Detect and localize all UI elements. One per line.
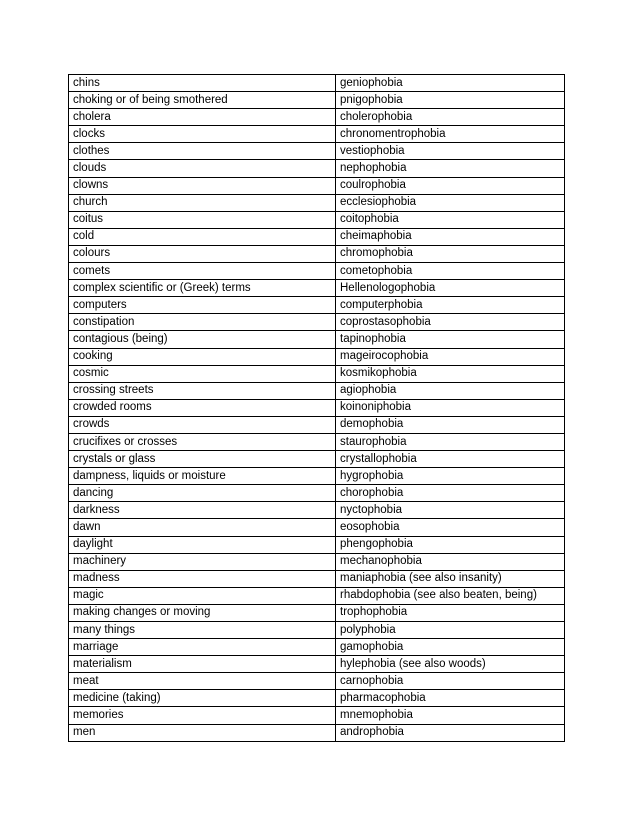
thing-cell: computers — [69, 297, 336, 314]
thing-cell: memories — [69, 707, 336, 724]
phobia-cell: chronomentrophobia — [336, 126, 565, 143]
table-row — [69, 126, 565, 143]
table-row — [69, 194, 565, 211]
table-row — [69, 297, 565, 314]
phobia-cell: Hellenologophobia — [336, 280, 565, 297]
thing-cell: cold — [69, 228, 336, 245]
table-row — [69, 399, 565, 416]
phobia-cell: hygrophobia — [336, 468, 565, 485]
thing-cell: contagious (being) — [69, 331, 336, 348]
phobia-cell: kosmikophobia — [336, 365, 565, 382]
thing-cell: crowds — [69, 416, 336, 433]
thing-cell: madness — [69, 570, 336, 587]
phobia-cell: nephophobia — [336, 160, 565, 177]
phobia-cell: cholerophobia — [336, 109, 565, 126]
table-row — [69, 314, 565, 331]
phobia-cell: polyphobia — [336, 622, 565, 639]
table-row — [69, 75, 565, 92]
phobia-cell: pharmacophobia — [336, 690, 565, 707]
phobia-cell: maniaphobia (see also insanity) — [336, 570, 565, 587]
thing-cell: coitus — [69, 211, 336, 228]
table-row — [69, 536, 565, 553]
thing-cell: chins — [69, 75, 336, 92]
table-row — [69, 433, 565, 450]
table-row — [69, 382, 565, 399]
table-row — [69, 553, 565, 570]
table-row — [69, 604, 565, 621]
table-row — [69, 348, 565, 365]
table-row — [69, 639, 565, 656]
table-row — [69, 228, 565, 245]
table-row — [69, 245, 565, 262]
thing-cell: dancing — [69, 485, 336, 502]
phobia-cell: mnemophobia — [336, 707, 565, 724]
phobia-cell: coulrophobia — [336, 177, 565, 194]
phobia-cell: tapinophobia — [336, 331, 565, 348]
thing-cell: crucifixes or crosses — [69, 433, 336, 450]
thing-cell: comets — [69, 263, 336, 280]
table-row — [69, 570, 565, 587]
phobia-cell: staurophobia — [336, 433, 565, 450]
phobia-cell: carnophobia — [336, 673, 565, 690]
thing-cell: dampness, liquids or moisture — [69, 468, 336, 485]
phobia-cell: crystallophobia — [336, 451, 565, 468]
table-row — [69, 707, 565, 724]
table-row — [69, 280, 565, 297]
phobia-cell: androphobia — [336, 724, 565, 741]
thing-cell: making changes or moving — [69, 604, 336, 621]
phobia-cell: phengophobia — [336, 536, 565, 553]
phobia-cell: computerphobia — [336, 297, 565, 314]
table-row — [69, 622, 565, 639]
table-row — [69, 263, 565, 280]
phobia-cell: coprostasophobia — [336, 314, 565, 331]
table-row — [69, 109, 565, 126]
table-row — [69, 724, 565, 741]
table-row — [69, 656, 565, 673]
thing-cell: choking or of being smothered — [69, 92, 336, 109]
thing-cell: clowns — [69, 177, 336, 194]
phobia-cell: pnigophobia — [336, 92, 565, 109]
phobia-table-body — [69, 75, 565, 742]
phobia-cell: gamophobia — [336, 639, 565, 656]
table-row — [69, 502, 565, 519]
phobia-cell: rhabdophobia (see also beaten, being) — [336, 587, 565, 604]
table-row — [69, 690, 565, 707]
phobia-cell: geniophobia — [336, 75, 565, 92]
phobia-cell: koinoniphobia — [336, 399, 565, 416]
thing-cell: dawn — [69, 519, 336, 536]
phobia-cell: mechanophobia — [336, 553, 565, 570]
table-row — [69, 587, 565, 604]
thing-cell: magic — [69, 587, 336, 604]
thing-cell: meat — [69, 673, 336, 690]
thing-cell: daylight — [69, 536, 336, 553]
thing-cell: many things — [69, 622, 336, 639]
phobia-cell: chorophobia — [336, 485, 565, 502]
phobia-cell: trophophobia — [336, 604, 565, 621]
thing-cell: crowded rooms — [69, 399, 336, 416]
table-row — [69, 673, 565, 690]
table-row — [69, 331, 565, 348]
phobia-cell: nyctophobia — [336, 502, 565, 519]
thing-cell: clouds — [69, 160, 336, 177]
thing-cell: crystals or glass — [69, 451, 336, 468]
thing-cell: clocks — [69, 126, 336, 143]
thing-cell: men — [69, 724, 336, 741]
phobia-cell: agiophobia — [336, 382, 565, 399]
phobia-table — [68, 74, 565, 742]
table-row — [69, 92, 565, 109]
table-row — [69, 468, 565, 485]
thing-cell: cosmic — [69, 365, 336, 382]
table-row — [69, 160, 565, 177]
thing-cell: cholera — [69, 109, 336, 126]
phobia-cell: ecclesiophobia — [336, 194, 565, 211]
table-row — [69, 177, 565, 194]
thing-cell: crossing streets — [69, 382, 336, 399]
thing-cell: materialism — [69, 656, 336, 673]
thing-cell: clothes — [69, 143, 336, 160]
table-row — [69, 416, 565, 433]
phobia-cell: hylephobia (see also woods) — [336, 656, 565, 673]
phobia-cell: eosophobia — [336, 519, 565, 536]
phobia-cell: chromophobia — [336, 245, 565, 262]
phobia-cell: cheimaphobia — [336, 228, 565, 245]
thing-cell: darkness — [69, 502, 336, 519]
thing-cell: colours — [69, 245, 336, 262]
thing-cell: constipation — [69, 314, 336, 331]
thing-cell: cooking — [69, 348, 336, 365]
phobia-cell: coitophobia — [336, 211, 565, 228]
phobia-cell: mageirocophobia — [336, 348, 565, 365]
table-row — [69, 485, 565, 502]
table-row — [69, 451, 565, 468]
phobia-cell: vestiophobia — [336, 143, 565, 160]
table-row — [69, 365, 565, 382]
table-row — [69, 211, 565, 228]
thing-cell: complex scientific or (Greek) terms — [69, 280, 336, 297]
thing-cell: machinery — [69, 553, 336, 570]
phobia-cell: cometophobia — [336, 263, 565, 280]
thing-cell: medicine (taking) — [69, 690, 336, 707]
thing-cell: marriage — [69, 639, 336, 656]
phobia-cell: demophobia — [336, 416, 565, 433]
table-row — [69, 143, 565, 160]
thing-cell: church — [69, 194, 336, 211]
table-row — [69, 519, 565, 536]
